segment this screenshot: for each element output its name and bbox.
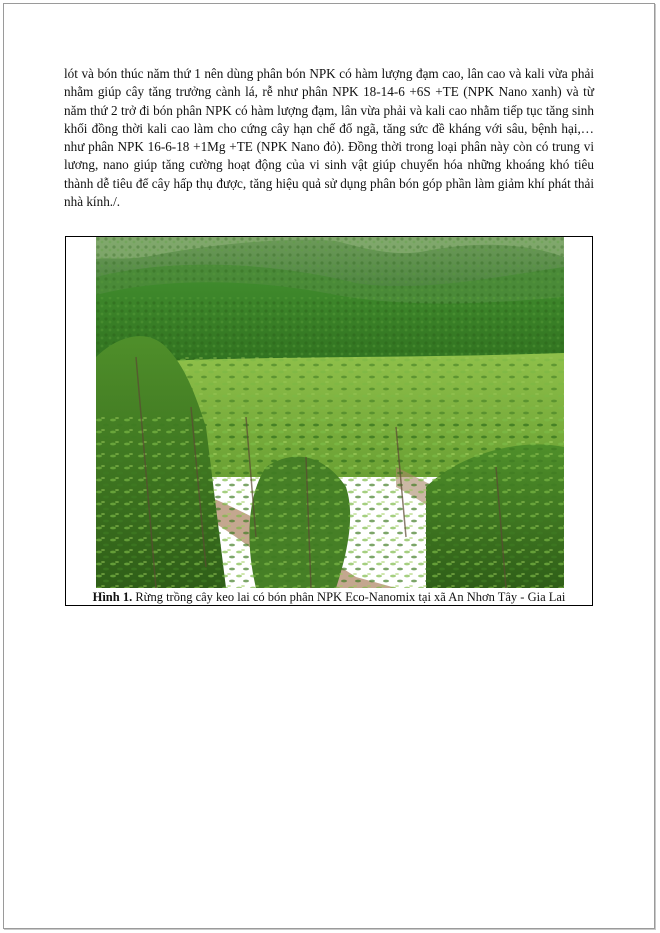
figure-caption-label: Hình 1.: [92, 590, 133, 604]
acacia-plantation-photo: [96, 237, 564, 588]
body-paragraph: lót và bón thúc năm thứ 1 nên dùng phân bón NPK có hàm lượng đạm cao, lân cao và kali vừa phải nhằm giúp cây tăng trưởng cành lá, rễ như phân NPK 18-14-6 +6S +TE (NPK Nano xanh) và từ năm thứ 2 trở đi bón phân NPK có hàm lượng đạm, lân vừa phải và kali cao nhằm tiếp tục tăng sinh khối đồng thời kali cao làm cho cứng cây hạn chế đổ ngã, tăng sức đề kháng với sâu, bệnh hại,… như phân NPK 16-6-18 +1Mg +TE (NPK Nano đỏ). Đồng thời trong loại phân này còn có trung vi lương, nano giúp tăng cường hoạt động của vi sinh vật giúp chuyển hóa những khoáng khó tiêu thành dễ tiêu để cây hấp thụ được, tăng hiệu quả sử dụng phân bón góp phần làm giảm khí phát thải nhà kính./.: [64, 66, 594, 210]
figure-caption-text: Rừng trồng cây keo lai có bón phân NPK Eco-Nanomix tại xã An Nhơn Tây - Gia Lai: [132, 590, 566, 604]
figure-caption: [66, 590, 592, 605]
figure-frame: [65, 236, 593, 606]
